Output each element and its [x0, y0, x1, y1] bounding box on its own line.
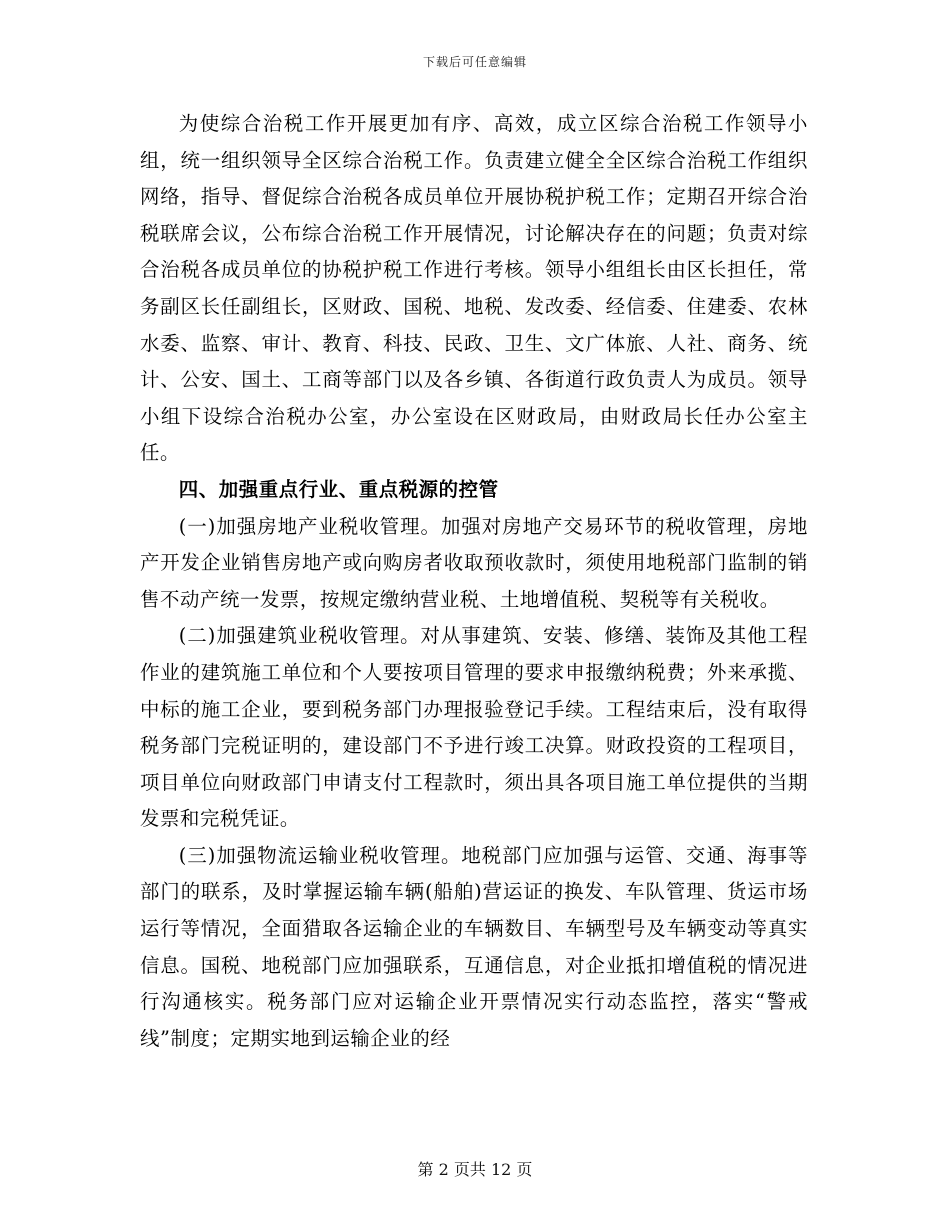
section-heading: 四、加强重点行业、重点税源的控管: [178, 477, 499, 501]
document-body: [140, 106, 808, 1057]
page-header-note: 下载后可任意编辑: [422, 55, 527, 69]
paragraph-logistics: (三)加强物流运输业税收管理。地税部门应加强与运管、交通、海事等部门的联系，及时掌握运输车辆(船舶)营运证的换发、车队管理、货运市场运行等情况，全面猎取各运输企业的车辆数目、车辆型号及车辆变动等真实信息。国税、地税部门应加强联系，互通信息，对企业抵扣增值税的情况进行沟通核实。税务部门应对运输企业开票情况实行动态监控，落实“警戒线”制度；定期实地到运输企业的经: [140, 843, 808, 1050]
paragraph-leading-group: 为使综合治税工作开展更加有序、高效，成立区综合治税工作领导小组，统一组织领导全区综合治税工作。负责建立健全全区综合治税工作组织网络，指导、督促综合治税各成员单位开展协税护税工作；定期召开综合治税联席会议，公布综合治税工作开展情况，讨论解决存在的问题；负责对综合治税各成员单位的协税护税工作进行考核。领导小组组长由区长担任，常务副区长任副组长，区财政、国税、地税、发改委、经信委、住建委、农林水委、监察、审计、教育、科技、民政、卫生、文广体旅、人社、商务、统计、公安、国土、工商等部门以及各乡镇、各街道行政负责人为成员。领导小组下设综合治税办公室，办公室设在区财政局，由财政局长任办公室主任。: [140, 112, 808, 465]
page-number: 第 2 页共 12 页: [417, 1160, 533, 1179]
paragraph-construction: (二)加强建筑业税收管理。对从事建筑、安装、修缮、装饰及其他工程作业的建筑施工单位和个人要按项目管理的要求申报缴纳税费；外来承揽、中标的施工企业，要到税务部门办理报验登记手续。工程结束后，没有取得税务部门完税证明的，建设部门不予进行竣工决算。财政投资的工程项目，项目单位向财政部门申请支付工程款时，须出具各项目施工单位提供的当期发票和完税凭证。: [140, 624, 808, 831]
paragraph-real-estate: (一)加强房地产业税收管理。加强对房地产交易环节的税收管理，房地产开发企业销售房地产或向购房者收取预收款时，须使用地税部门监制的销售不动产统一发票，按规定缴纳营业税、土地增值税、契税等有关税收。: [140, 514, 808, 611]
